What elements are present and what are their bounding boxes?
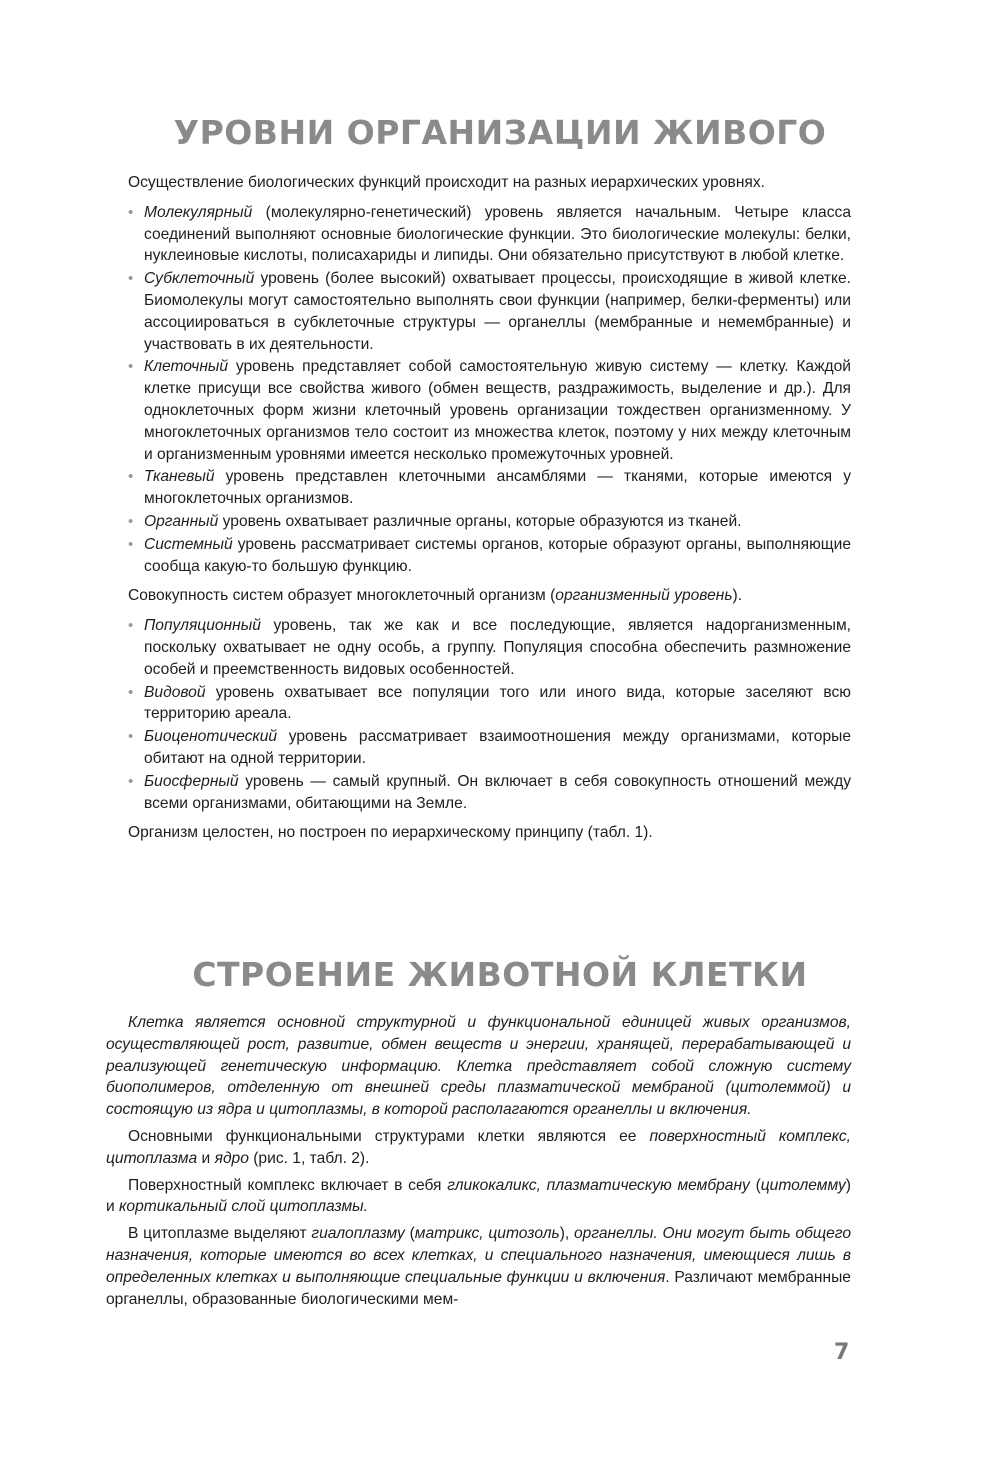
text-run: , xyxy=(846,1127,851,1145)
level-text: уровень, так же как и все последующие, является надорганизменным, поскольку охватывает не одну особь, а группу. Популяция способна обеспечить размножение особей и преемственность видовых особенностей. xyxy=(144,617,851,678)
level-text: уровень охватывает различные органы, которые образуются из тканей. xyxy=(218,512,742,530)
text-run: ). xyxy=(732,587,743,605)
organism-paragraph xyxy=(106,585,851,607)
text-run: и xyxy=(197,1149,215,1167)
text-run: В цитоплазме выделяют xyxy=(128,1225,312,1243)
text-run: . Различают мембранные органеллы, образованные биологическими мем- xyxy=(106,1268,851,1308)
level-text: уровень рассматривает системы органов, которые образуют органы, выполняющие сообща какую-то большую функцию. xyxy=(144,535,851,575)
bullet-icon: • xyxy=(128,617,134,635)
text-run: ), xyxy=(559,1225,574,1243)
list-item xyxy=(128,771,851,815)
text-run: (рис. 1, табл. 2). xyxy=(248,1149,370,1167)
list-item xyxy=(128,534,851,578)
section-title-cell: СТРОЕНИЕ ЖИВОТНОЙ КЛЕТКИ xyxy=(192,955,808,994)
text-run: Поверхностный комплекс включает в себя xyxy=(128,1176,448,1194)
text-run: Совокупность систем образует многоклеточный организм ( xyxy=(128,587,556,605)
list-item xyxy=(128,726,851,770)
section-cell-body xyxy=(106,1012,851,1315)
level-text: уровень — самый крупный. Он включает в себя совокупность отношений между всеми организмами, обитающими на Земле. xyxy=(144,772,851,812)
bullet-icon: • xyxy=(128,203,134,221)
bullet-icon: • xyxy=(128,358,134,376)
term: гиалоплазму xyxy=(311,1225,405,1243)
term: гликокаликс xyxy=(447,1176,537,1194)
bullet-icon: • xyxy=(128,683,134,701)
intro-paragraph: Осуществление биологических функций происходит на разных иерархических уровнях. xyxy=(128,174,765,191)
level-term: Биосферный xyxy=(144,772,239,790)
list-item xyxy=(128,615,851,680)
term: цитозоль xyxy=(488,1225,560,1243)
page-number: 7 xyxy=(834,1340,850,1365)
text-run: . Они могут быть общего назначения, которые имеются во всех клетках, и специального назначения, имеющиеся лишь в определенных клетках и выполняющие специальные функции и xyxy=(106,1225,851,1286)
level-text: (молекулярно-генетический) уровень является начальным. Четыре класса соединений выполняют основные биологические функции. Это биологические молекулы: белки, нуклеиновые кислоты, полисахариды и липиды. Они обязательно присутствуют в любой клетке. xyxy=(144,203,851,265)
list-item xyxy=(128,682,851,726)
list-item xyxy=(128,511,851,533)
structures-paragraph xyxy=(106,1126,851,1170)
term-organism-level: организменный уровень xyxy=(555,587,733,605)
text-run: , xyxy=(536,1176,547,1194)
term: органеллы xyxy=(574,1225,654,1243)
list-item xyxy=(128,466,851,510)
bullet-icon: • xyxy=(128,535,134,553)
text-run: ( xyxy=(749,1176,761,1194)
bullet-icon: • xyxy=(128,512,134,530)
level-term: Молекулярный xyxy=(144,203,253,221)
bullet-icon: • xyxy=(128,270,134,288)
level-term: Видовой xyxy=(144,683,206,701)
section-title-levels: УРОВНИ ОРГАНИЗАЦИИ ЖИВОГО xyxy=(173,113,827,152)
list-item xyxy=(128,202,851,267)
text-run: ) и xyxy=(106,1176,851,1216)
term: матрикс xyxy=(414,1225,480,1243)
level-text: уровень охватывает все популяции того или иного вида, которые заселяют всю территорию ареала. xyxy=(144,683,851,723)
level-text: уровень рассматривает взаимоотношения между организмами, которые обитают на одной территории. xyxy=(144,728,851,767)
term: цитолемму xyxy=(760,1176,846,1194)
level-term: Популяционный xyxy=(144,617,261,635)
text-run: . xyxy=(363,1198,368,1216)
term: плазматическую мембрану xyxy=(546,1176,750,1194)
term: включения xyxy=(587,1268,666,1286)
bullet-icon: • xyxy=(128,728,134,746)
list-item xyxy=(128,356,851,465)
levels-list-1 xyxy=(106,202,851,578)
term: ядро xyxy=(214,1149,249,1167)
level-text: уровень представляет собой самостоятельную живую систему — клетку. Каждой клетке присущи все свойства живого (обмен веществ, раздражимость, выделение и др.). Для одноклеточных форм жизни клеточный уровень организации тождествен организменному. У многоклеточных организмов тело состоит из множества клеток, поэтому у них между клеточным и организменным уровнями имеется несколько промежуточных уровней. xyxy=(144,358,851,463)
cell-definition-paragraph: Клетка является основной структурной и функциональной единицей живых организмов, осуществляющей рост, развитие, обмен веществ и энергии, хранящей, перерабатывающей и реализующей генетическую информацию. Клетка представляет собой сложную систему биополимеров, отделенную от внешней среды плазматической мембраной (цитолеммой) и состоящую из ядра и цитоплазмы, в которой располагаются органеллы и включения. xyxy=(106,1014,851,1119)
level-term: Субклеточный xyxy=(144,270,255,288)
level-term: Биоценотический xyxy=(144,728,278,746)
term: кортикальный слой цитоплазмы xyxy=(119,1198,364,1216)
closing-paragraph: Организм целостен, но построен по иерархическому принципу (табл. 1). xyxy=(128,824,653,842)
text-run: Основными функциональными структурами клетки являются ее xyxy=(128,1127,650,1145)
bullet-icon: • xyxy=(128,468,134,486)
section-levels-body xyxy=(106,172,851,852)
cytoplasm-paragraph xyxy=(106,1223,851,1310)
level-term: Тканевый xyxy=(144,468,215,486)
term: поверхностный комплекс xyxy=(649,1127,847,1145)
level-text: уровень представлен клеточными ансамблями — тканями, которые имеются у многоклеточных организмов. xyxy=(144,468,851,508)
level-term: Клеточный xyxy=(144,358,229,376)
text-run: , xyxy=(479,1225,489,1243)
list-item xyxy=(128,268,851,355)
text-run: ( xyxy=(404,1225,415,1243)
term: цитоплазма xyxy=(106,1149,198,1167)
level-term: Органный xyxy=(144,512,219,530)
level-term: Системный xyxy=(144,535,233,553)
level-text: уровень (более высокий) охватывает процессы, происходящие в живой клетке. Биомолекулы могут самостоятельно выполнять свои функции (например, белки-ферменты) или ассоциироваться в субклеточные структуры — органеллы (мембранные и немембранные) и участвовать в их деятельности. xyxy=(144,270,851,353)
surface-complex-paragraph xyxy=(106,1175,851,1219)
bullet-icon: • xyxy=(128,772,134,790)
levels-list-2 xyxy=(106,615,851,814)
